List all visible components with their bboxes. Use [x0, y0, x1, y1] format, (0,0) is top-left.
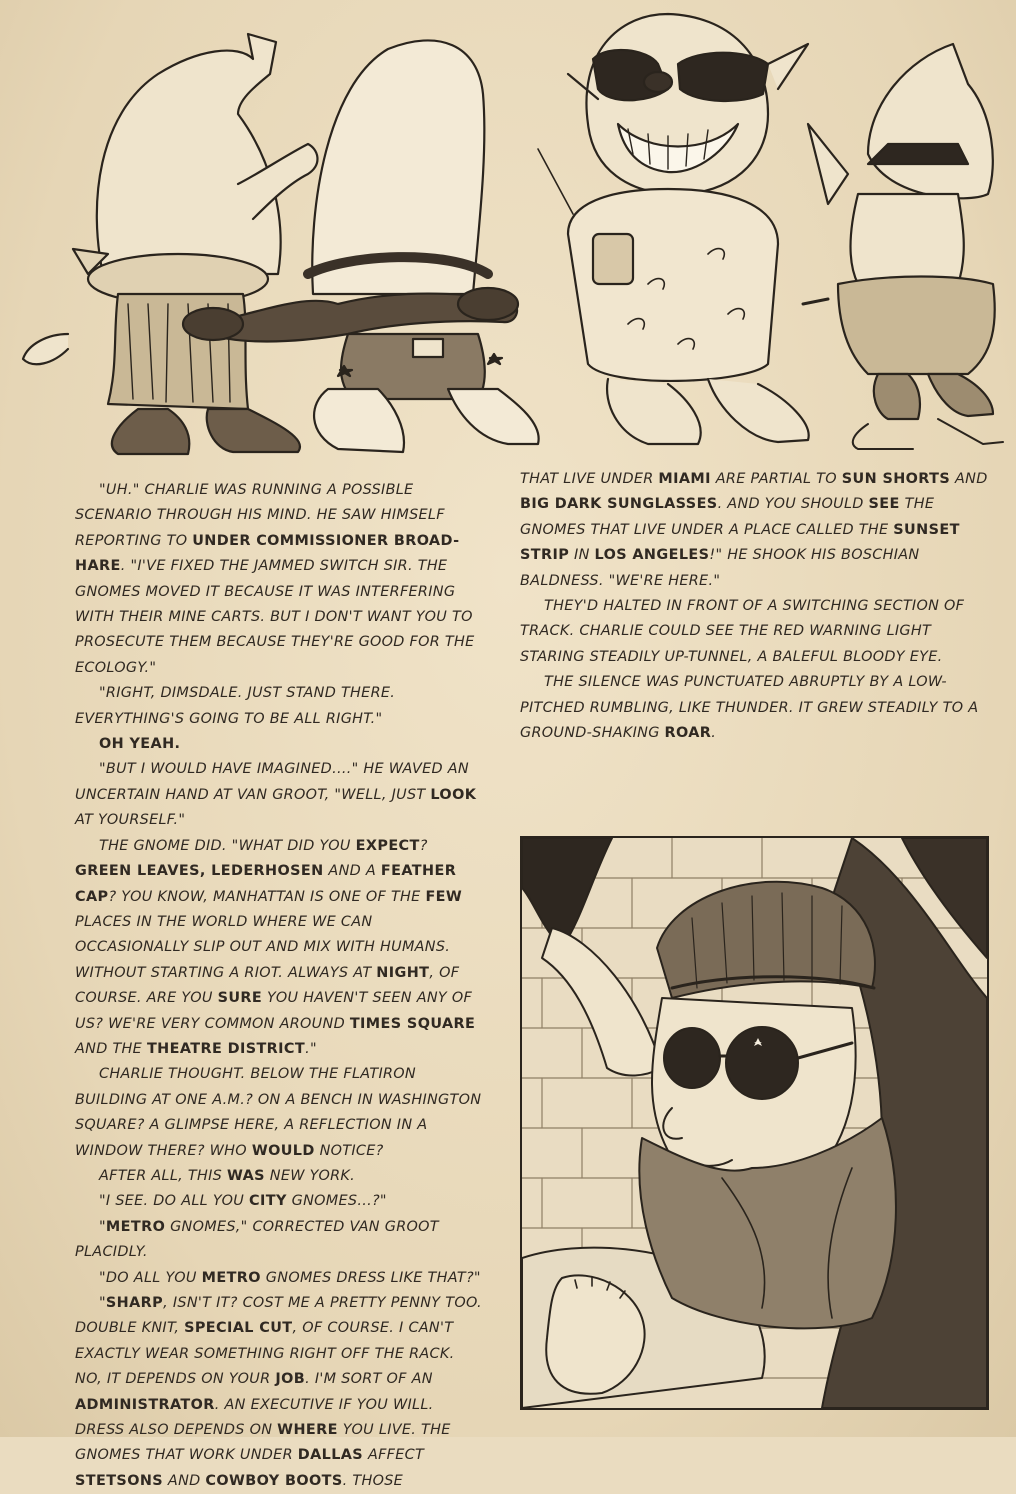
paragraph: "DO ALL YOU METRO GNOMES DRESS LIKE THAT?"	[99, 1269, 481, 1286]
paragraph: THAT LIVE UNDER MIAMI ARE PARTIAL TO SUN SHORTS AND BIG DARK SUNGLASSES. AND YOU SHOULD SEE THE GNOMES THAT LIVE UNDER A PLACE CALLED THE SUNSET STRIP IN LOS ANGELES!" HE SHOOK HIS BOSCHIAN BALDNESS. "WE'RE HERE."	[520, 471, 988, 589]
gnome-executive	[803, 44, 1003, 449]
gnome-ragged	[23, 34, 317, 454]
paragraph: THEY'D HALTED IN FRONT OF A SWITCHING SECTION OF TRACK. CHARLIE COULD SEE THE RED WARNING LIGHT STARING STEADILY UP-TUNNEL, A BALEFUL BLOODY EYE.	[520, 598, 965, 665]
paragraph: CHARLIE THOUGHT. BELOW THE FLATIRON BUILDING AT ONE A.M.? ON A BENCH IN WASHINGTON SQUARE? A GLIMPSE HERE, A REFLECTION IN A WINDOW THERE? WHO WOULD NOTICE?	[75, 1066, 482, 1159]
gnomes-illustration	[8, 4, 1008, 464]
gnome-brick-wall-panel	[520, 836, 989, 1410]
paragraph: "UH." CHARLIE WAS RUNNING A POSSIBLE SCENARIO THROUGH HIS MIND. HE SAW HIMSELF REPORTING TO UNDER COMMISSIONER BROAD-HARE. "I'VE FIXED THE JAMMED SWITCH SIR. THE GNOMES MOVED IT BECAUSE IT WAS INTERFERING WITH THEIR MINE CARTS. BUT I DON'T WANT YOU TO PROSECUTE THEM BECAUSE THEY'RE GOOD FOR THE ECOLOGY."	[75, 482, 475, 676]
text-column-right	[520, 467, 990, 746]
paragraph: AFTER ALL, THIS WAS NEW YORK.	[99, 1167, 356, 1184]
text-column-left	[75, 478, 485, 1494]
gnome-miami	[538, 14, 809, 444]
paragraph: "METRO GNOMES," CORRECTED VAN GROOT PLACIDLY.	[75, 1218, 439, 1261]
paragraph: "I SEE. DO ALL YOU CITY GNOMES...?"	[99, 1193, 387, 1210]
paragraph: "BUT I WOULD HAVE IMAGINED...." HE WAVED AN UNCERTAIN HAND AT VAN GROOT, "WELL, JUST LOOK AT YOURSELF."	[75, 761, 477, 829]
paragraph: THE SILENCE WAS PUNCTUATED ABRUPTLY BY A LOW-PITCHED RUMBLING, LIKE THUNDER. IT GREW STEADILY TO A GROUND-SHAKING ROAR.	[520, 674, 979, 742]
paragraph: OH YEAH.	[99, 736, 181, 753]
paragraph: THE GNOME DID. "WHAT DID YOU EXPECT? GREEN LEAVES, LEDERHOSEN AND A FEATHER CAP? YOU KNOW, MANHATTAN IS ONE OF THE FEW PLACES IN THE WORLD WHERE WE CAN OCCASIONALLY SLIP OUT AND MIX WITH HUMANS. WITHOUT STARTING A RIOT. ALWAYS AT NIGHT, OF COURSE. ARE YOU SURE YOU HAVEN'T SEEN ANY OF US? WE'RE VERY COMMON AROUND TIMES SQUARE AND THE THEATRE DISTRICT."	[75, 837, 476, 1057]
paragraph: "RIGHT, DIMSDALE. JUST STAND THERE. EVERYTHING'S GOING TO BE ALL RIGHT."	[75, 685, 396, 727]
paragraph: "SHARP, ISN'T IT? COST ME A PRETTY PENNY TOO. DOUBLE KNIT, SPECIAL CUT, OF COURSE. I CAN'T EXACTLY WEAR SOMETHING RIGHT OFF THE RACK. NO, IT DEPENDS ON YOUR JOB. I'M SORT OF AN ADMINISTRATOR. AN EXECUTIVE IF YOU WILL. DRESS ALSO DEPENDS ON WHERE YOU LIVE. THE GNOMES THAT WORK UNDER DALLAS AFFECT STETSONS AND COWBOY BOOTS. THOSE	[75, 1295, 482, 1489]
